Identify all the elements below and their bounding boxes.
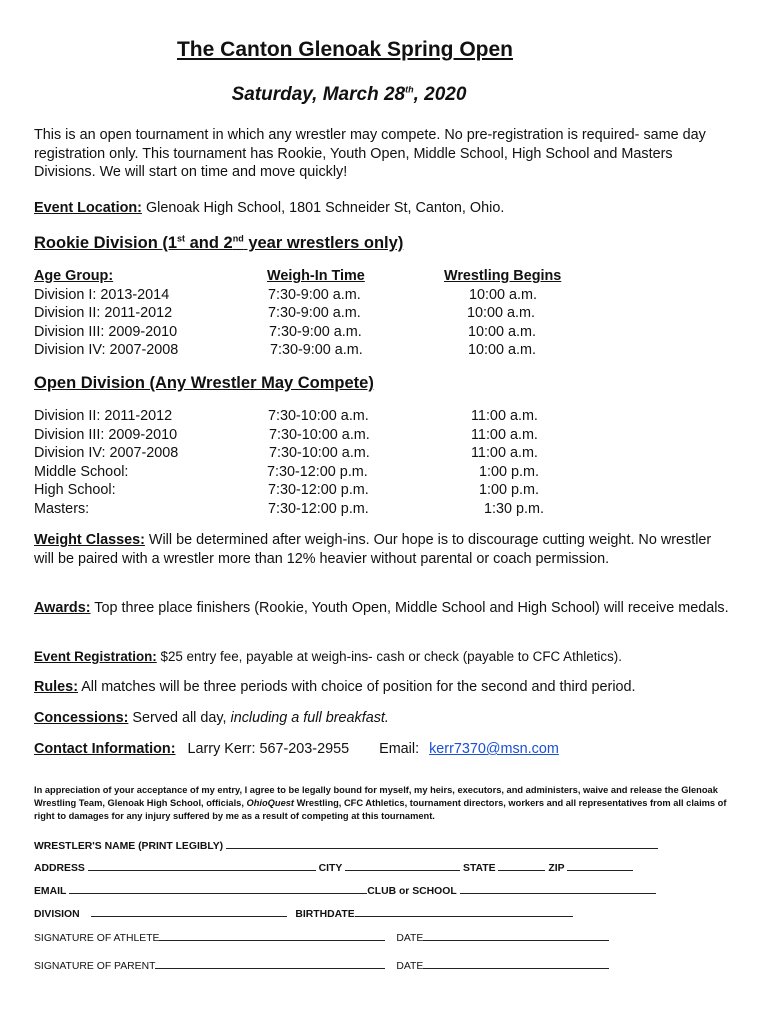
flyer-page: The Canton Glenoak Spring Open Saturday, March 28th, 2020 This is an open tournament in which any wrestler may compete. No pre-registration is required- same day registration only. This tournament has Rookie, Youth Open, Middle School, High School and Masters Divisions. We will start on time and move quickly! Event Location: Glenoak High School, 1801 Schneider St, Canton, Ohio. Rookie Division (1st and 2nd year wrestlers only) Age Group: Weigh-In Time Wrestling Begins Division I: 2013-2014 7:30-9:00 a.m. 10:00 a.m. Division II: 2011-2012 7:30-9:00 a.m. 10:00 a.m. Division III: 2009-2010 7:30-9:00 a.m. 10:00 a.m. Division IV: 2007-2008 7:30-9:00 a.m. 10:00 a.m. Open Division (Any Wrestler May Compete) Division II: 2011-2012 7:30-10:00 a.m. 11:00 a.m. Division III: 2009-2010 7:30-10:00 a.m. 11:00 a.m. Division IV: 2007-2008 7:30-10:00 a.m. 11:00 a.m. Middle School: 7:30-12:00 p.m. 1:00 p.m. High School: 7:30-12:00 p.m. 1:00 p.m. Masters: 7:30-12:00 p.m. 1:30 p.m. Weight Classes: Will be determined after weigh-ins. Our hope is to discourage cutting weight. No wrestler will be paired with a wrestler more than 12% heavier without parental or coach permission. Awards: Top three place finishers (Rookie, Youth Open, Middle School and High School) will receive medals. Event Registration: $25 entry fee, payable at weigh-ins- cash or check (payable to CFC Athletics). Rules: All matches will be three periods with choice of position for the second and third period. Concessions: Served all day, including a full breakfast. Contact Information: Larry Kerr: 567-203-2955 Email: kerr7370@msn.com In appreciation of your acceptance of my entry, I agree to be legally bound for myself, my heirs, executors, and administers, waive and release the Glenoak Wrestling Team, Glenoak High School, officials, OhioQuest Wrestling, CFC Athletics, tournament directors, workers and all representatives from all claims of right to damages for any injury suffered by me as a result of competing at this tournament. WRESTLER'S NAME (PRINT LEGIBLY) ADDRESS CITY STATE ZIP EMAIL CLUB or SCHOOL DIVISION BIRTHDATE SIGNATURE OF ATHLETE DATE SIGNATURE OF PARENT DATE: [0, 0, 770, 1024]
form-row-name: [34, 838, 658, 852]
contact-person: Larry Kerr: 567-203-2955: [187, 741, 350, 757]
rules: Rules: All matches will be three periods with choice of position for the second and third period.: [34, 679, 636, 695]
date-field-1[interactable]: [423, 930, 609, 941]
parent-signature-label: SIGNATURE OF PARENT: [34, 961, 156, 972]
athlete-signature-field[interactable]: [159, 930, 385, 941]
email-field-label: EMAIL: [34, 886, 67, 897]
event-location-text: Glenoak High School, 1801 Schneider St, Canton, Ohio.: [145, 200, 505, 216]
zip-field[interactable]: [567, 860, 633, 871]
city-label: CITY: [318, 863, 343, 874]
concessions: Concessions: Served all day, including a full breakfast.: [34, 710, 389, 726]
date-label-2: DATE: [396, 961, 424, 972]
form-row-email: [34, 883, 656, 897]
birthdate-field[interactable]: [355, 906, 573, 917]
event-date: Saturday, March 28th, 2020: [231, 84, 467, 105]
state-label: STATE: [463, 863, 496, 874]
form-row-athlete-signature: [34, 930, 609, 944]
zip-label: ZIP: [548, 863, 565, 874]
wrestler-name-label: WRESTLER'S NAME (PRINT LEGIBLY): [34, 841, 224, 852]
waiver-text: In appreciation of your acceptance of my entry, I agree to be legally bound for myself, my heirs, executors, and administers, waive and release the Glenoak Wrestling Team, Glenoak High School, officials, OhioQuest Wrestling, CFC Athletics, tournament directors, workers and all representatives from all claims of right to damages for any injury suffered by me as a result of competing at this tournament.: [34, 785, 727, 821]
date-label-1: DATE: [396, 933, 424, 944]
rookie-heading: Rookie Division (1st and 2nd year wrestlers only): [34, 233, 404, 252]
form-row-address: [34, 860, 633, 874]
page-title: The Canton Glenoak Spring Open: [176, 38, 514, 61]
contact-information: Contact Information: Larry Kerr: 567-203-2955 Email: kerr7370@msn.com: [34, 741, 559, 757]
open-heading: Open Division (Any Wrestler May Compete): [34, 374, 374, 392]
birthdate-label: BIRTHDATE: [295, 909, 355, 920]
event-registration: Event Registration: $25 entry fee, payable at weigh-ins- cash or check (payable to CFC Athletics).: [34, 649, 622, 664]
address-field[interactable]: [88, 860, 316, 871]
date-field-2[interactable]: [423, 958, 609, 969]
email-field[interactable]: [69, 883, 367, 894]
parent-signature-field[interactable]: [155, 958, 385, 969]
division-field[interactable]: [91, 906, 287, 917]
weight-classes: Weight Classes: Will be determined after weigh-ins. Our hope is to discourage cutting weight. No wrestler will be paired with a wrestler more than 12% heavier without parental or coach permission.: [34, 532, 712, 567]
city-field[interactable]: [345, 860, 460, 871]
division-label: DIVISION: [34, 909, 80, 920]
wrestler-name-field[interactable]: [226, 838, 658, 849]
event-location-label: Event Location:: [34, 200, 142, 216]
contact-email-link[interactable]: kerr7370@msn.com: [429, 741, 559, 757]
club-field[interactable]: [460, 883, 656, 894]
event-location: [34, 200, 504, 216]
club-label: CLUB or SCHOOL: [367, 886, 457, 897]
awards: Awards: Top three place finishers (Rookie, Youth Open, Middle School and High School) will receive medals.: [34, 600, 729, 616]
form-row-division: [34, 906, 573, 920]
form-row-parent-signature: [34, 958, 609, 972]
email-label: Email:: [379, 741, 420, 757]
intro-paragraph: This is an open tournament in which any wrestler may compete. No pre-registration is required- same day registration only. This tournament has Rookie, Youth Open, Middle School, High School and Masters Divisions. We will start on time and move quickly!: [34, 127, 706, 180]
athlete-signature-label: SIGNATURE OF ATHLETE: [34, 933, 160, 944]
state-field[interactable]: [498, 860, 545, 871]
address-label: ADDRESS: [34, 863, 85, 874]
